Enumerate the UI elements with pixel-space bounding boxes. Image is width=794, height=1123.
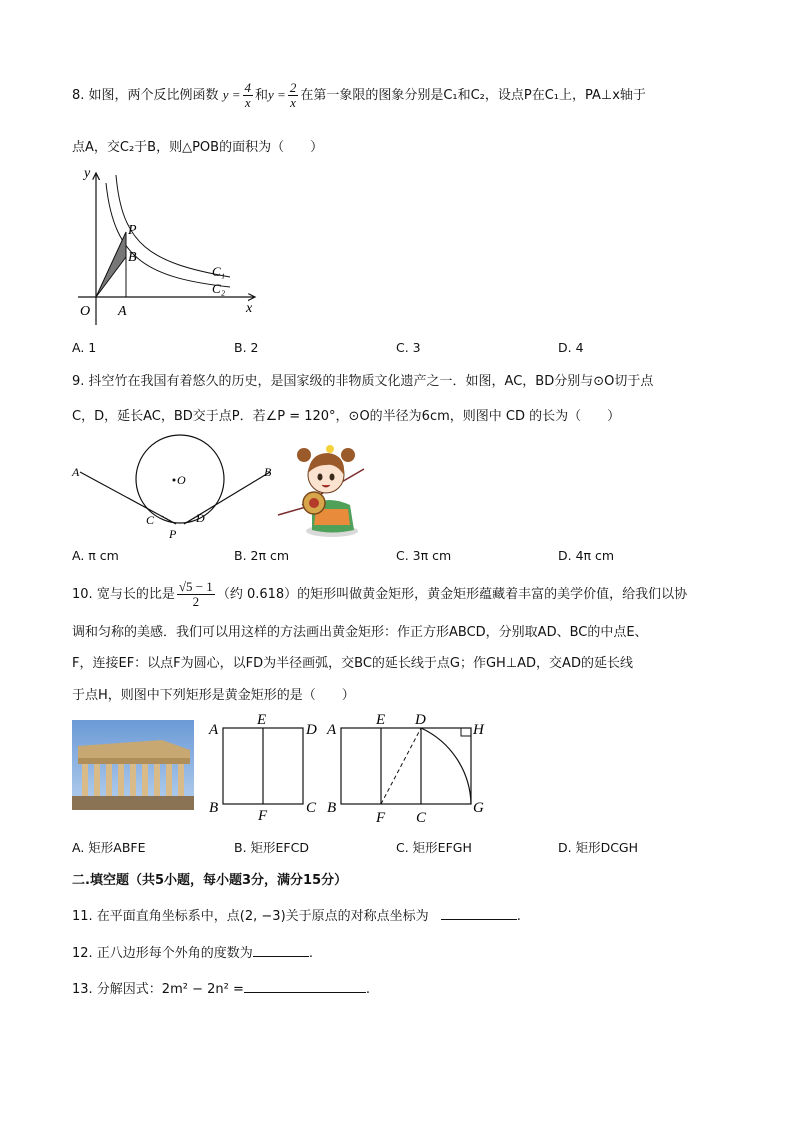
q11-text: 11. 在平面直角坐标系中，点(2, −3)关于原点的对称点坐标为 [72, 909, 429, 924]
q11-end: . [516, 909, 521, 924]
q10-option-b[interactable]: B. 矩形EFCD [234, 840, 309, 855]
q10-line2: 调和匀称的美感．我们可以用这样的方法画出黄金矩形：作正方形ABCD，分别取AD、BC的中点E、 [72, 625, 648, 640]
q11 [72, 905, 521, 924]
q10-fig2-label-d: D [415, 712, 426, 728]
q13-text: 13. 分解因式：2m² − 2n² = [72, 982, 244, 997]
q13-answer-blank[interactable] [244, 992, 366, 993]
q9-option-c[interactable]: C. 3π cm [396, 548, 452, 563]
parthenon-photo [72, 720, 194, 810]
q9-label-d: D [196, 511, 205, 525]
q8-join: 和 [255, 88, 269, 103]
q8-mid: 在第一象限的图象分别是C₁和C₂，设点P在C₁上，PA⊥x轴于 [300, 88, 646, 103]
q9-label-b: B [264, 465, 272, 479]
q8-triangle-pob [96, 232, 126, 297]
q8-option-c[interactable]: C. 3 [396, 340, 421, 355]
q8-line2: 点A，交C₂于B，则△POB的面积为（ ） [72, 140, 324, 155]
q10-fig1-label-c: C [306, 800, 317, 816]
q9-option-b[interactable]: B. 2π cm [234, 548, 290, 563]
q10-fig2-fd-dashed [381, 728, 421, 804]
q10-fig1-label-f: F [258, 808, 268, 820]
q9-option-d[interactable]: D. 4π cm [558, 548, 615, 563]
q8-label-p: P [128, 223, 137, 238]
q8-option-d[interactable]: D. 4 [558, 340, 584, 355]
q8-label-c2: C₂ [212, 281, 226, 296]
q10-fig1-label-d: D [306, 722, 317, 738]
q9-figure [70, 432, 280, 542]
q10-fig2-label-a: A [327, 722, 337, 738]
q10-option-d[interactable]: D. 矩形DCGH [558, 840, 639, 855]
q10-figure-golden [326, 710, 496, 826]
q9-option-a[interactable]: A. π cm [72, 548, 119, 563]
q10-post: （约 0.618）的矩形叫做黄金矩形，黄金矩形蕴藏着丰富的美学价值，给我们以协 [216, 587, 688, 602]
q10-figure-square [206, 710, 324, 820]
q13 [72, 978, 370, 997]
q8-label-c1: C₁ [212, 264, 226, 279]
q9-label-c: C [146, 513, 155, 527]
q12 [72, 942, 313, 961]
q12-text: 12. 正八边形每个外角的度数为 [72, 946, 253, 961]
q8-pre: 如图，两个反比例函数 [88, 88, 219, 103]
q8-func2-fraction: $\frac{2}{x}$ [289, 80, 297, 110]
q8-option-a[interactable]: A. 1 [72, 340, 97, 355]
q9-line2: C，D，延长AC，BD交于点P．若∠P = 120°，⊙O的半径为6cm，则图中 CD 的长为（ ） [72, 409, 621, 424]
q10-fig2-label-e: E [376, 712, 386, 728]
q11-answer-blank[interactable] [441, 919, 517, 920]
q8-label-y: y [84, 166, 91, 181]
q10-golden-ratio-fraction: $\frac{√5 - 1}{2}$ [178, 579, 213, 609]
q10-rect-abgh [341, 728, 471, 804]
q10-fig1-label-a: A [209, 722, 219, 738]
q10-fig2-label-g: G [473, 800, 484, 816]
q10-fig1-label-b: B [209, 800, 219, 816]
q10-fig2-arc-dg [421, 728, 471, 804]
section2-title: 二.填空题（共5小题，每小题3分，满分15分） [72, 873, 348, 888]
q10-option-c[interactable]: C. 矩形EFGH [396, 840, 472, 855]
q8-label-x: x [246, 301, 253, 316]
q10-fig2-label-h: H [473, 722, 484, 738]
q8-label-o: O [80, 304, 91, 319]
q8-option-b[interactable]: B. 2 [234, 340, 259, 355]
q10-line1 [72, 578, 687, 612]
q10-fig2-label-b: B [327, 800, 337, 816]
q8-line1 [72, 80, 646, 110]
q10-option-a[interactable]: A. 矩形ABFE [72, 840, 146, 855]
kongzhu-girl-illustration [272, 435, 372, 539]
q8-func2-lhs: y = [268, 87, 286, 102]
q8-func1-lhs: y = [222, 87, 241, 102]
q10-fig2-right-angle [461, 728, 471, 736]
q9-label-a: A [72, 465, 80, 479]
q9-tangent-ac [80, 472, 176, 524]
q9-line1: 9. 抖空竹在我国有着悠久的历史，是国家级的非物质文化遗产之一．如图，AC，BD分别与⊙O切于点 [72, 374, 654, 389]
q13-end: . [365, 982, 370, 997]
q10-line3: F，连接EF：以点F为圆心，以FD为半径画弧，交BC的延长线于点G；作GH⊥AD，交AD的延长线 [72, 656, 633, 671]
q10-fig2-label-c: C [416, 810, 427, 826]
q10-fig2-label-f: F [376, 810, 386, 826]
q8-figure [70, 165, 270, 325]
q10-number: 10. [72, 587, 93, 602]
q10-line4: 于点H，则图中下列矩形是黄金矩形的是（ ） [72, 688, 355, 703]
q9-label-p: P [169, 527, 177, 541]
q9-label-o: O [177, 473, 186, 487]
q8-label-b: B [128, 250, 137, 265]
q12-answer-blank[interactable] [253, 956, 309, 957]
q9-center-dot [173, 479, 176, 482]
q8-func1-fraction: $\frac{4}{x}$ [244, 80, 251, 110]
q8-label-a: A [118, 304, 127, 319]
q12-end: . [308, 946, 313, 961]
q10-pre: 宽与长的比是 [96, 587, 175, 602]
q8-number: 8. [72, 88, 85, 103]
q10-fig1-label-e: E [257, 712, 267, 728]
